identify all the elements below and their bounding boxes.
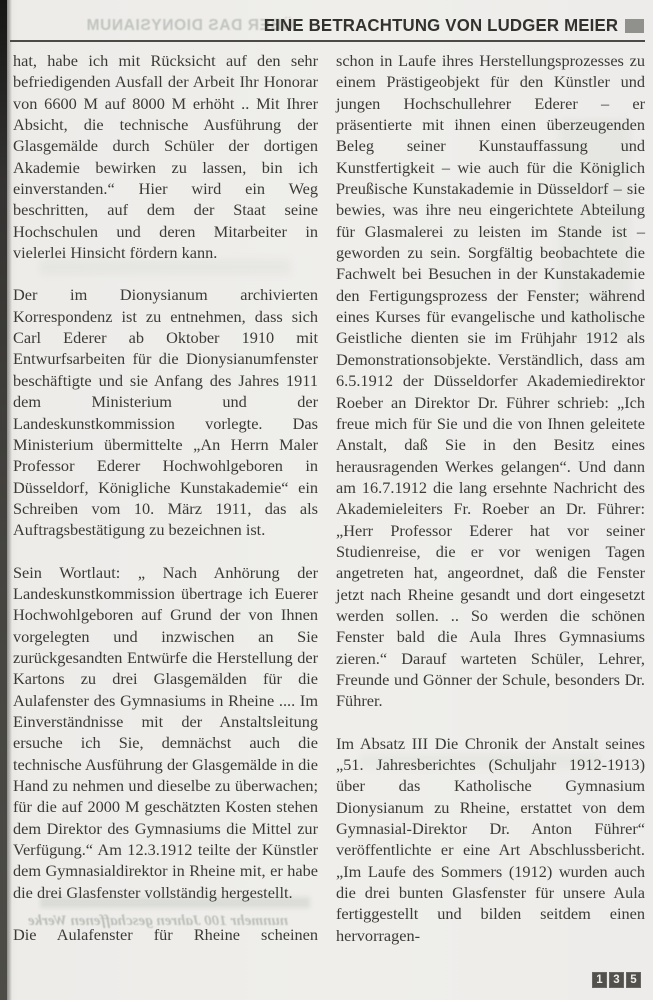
- bleed-through-text: nunmehr 100 Jahren geschaffenen Werke: [28, 913, 289, 929]
- bleed-through-running-head: ÜBER DAS DIONYSIANUM: [86, 17, 294, 34]
- page-number-digit: 3: [609, 972, 624, 988]
- scan-gutter-edge: [0, 0, 7, 1000]
- paragraph: schon in Laufe ihres Herstellungsprozesses zu einem Prästigeobjekt für den Künstler und jungen Hochschullehrer Ederer – er präsentierte mit ihnen einen überzeugenden Beleg seiner Kunstauffassung und Kunstfertigkeit – wie auch für die Königlich Preußische Kunstakademie in Düsseldorf – sie bewies, was ihre neu eingerichtete Abteilung für Glasmalerei zu leisten im Stande ist – geworden zu sein. Sorgfältig beobachtete die Fachwelt bei Besuchen in der Kunstakademie den Fertigungsprozess der Fenster; während eines Kurses für evangelische und katholische Geistliche dienten sie im Frühjahr 1912 als Demonstrationsobjekte. Verständlich, dass am 6.5.1912 der Düsseldorfer Akademiedirektor Roeber an Direktor Dr. Führer schrieb: „Ich freue mich für Sie und die von Ihnen geleitete Anstalt, daß Sie in den Besitz eines herausragenden Werkes gelangen“. Und dann am 16.7.1912 die lang ersehnte Nachricht des Akademieleiters Fr. Roeber an Dr. Führer: „Herr Professor Ederer hat vor seiner Studienreise, die er vor wenigen Tagen angetreten hat, angeordnet, daß die Fenster jetzt nach Rheine gesandt und dort eingesetzt werden sollen. .. So werden die schönen Fenster bald die Aula Ihres Gymnasiums zieren.“ Darauf warteten Schüler, Lehrer, Freunde und Gönner der Schule, besonders Dr. Führer.: [336, 51, 645, 711]
- page-number-digit: 1: [592, 972, 607, 988]
- paragraph: hat, habe ich mit Rücksicht auf den sehr befriedigenden Ausfall der Arbeit Ihr Honorar von 6600 M auf 8000 M erhöht .. Mit Ihrer Absicht, die technische Ausführung der Glasgemälde durch Schüler der dortigen Akademie bewirken zu lassen, bin ich einverstanden.“ Hier wird ein Weg beschritten, auf dem der Staat seine Hochschulen und deren Mitarbeiter in vielerlei Hinsicht fördern kann.: [13, 51, 318, 263]
- paragraph: Im Absatz III Die Chronik der Anstalt seines „51. Jahresberichtes (Schuljahr 1912-1913) über das Katholische Gymnasium Dionysianum zu Rheine, erstattet von dem Gymnasial-Direktor Dr. Anton Führer“ veröffentlichte er eine Art Abschlussbericht. „Im Laufe des Sommers (1912) wurden auch die drei bunten Glasfenster für unsere Aula fertiggestellt und bilden seitdem einen hervorragen-: [336, 733, 645, 945]
- right-column: [336, 50, 645, 967]
- page-number: [592, 972, 641, 988]
- header-square-ornament: [625, 19, 644, 33]
- left-column: [13, 50, 318, 966]
- paragraph: Die Aulafenster für Rheine scheinen: [13, 925, 318, 945]
- page-number-digit: 5: [626, 972, 641, 988]
- scan-gutter-shadow: [7, 0, 12, 1000]
- paragraph: Sein Wortlaut: „ Nach Anhörung der Landeskunstkommission übertrage ich Euerer Hochwohlgeboren auf Grund der von Ihnen vorgelegten und inzwischen an Sie zurückgesandten Entwürfe die Herstellung der Kartons zu drei Glasgemälden für die Aulafenster des Gymnasiums in Rheine .... Im Einverständnisse mit der Anstaltsleitung ersuche ich Sie, demnächst auch die technische Ausführung der Glasgemälde in die Hand zu nehmen und dieselbe zu überwachen; für die auf 2000 M geschätzten Kosten stehen dem Direktor des Gymnasiums die Mittel zur Verfügung.“ Am 12.3.1912 teilte der Künstler dem Gymnasialdirektor in Rheine mit, er habe die drei Glasfenster vollständig hergestellt.: [13, 562, 318, 902]
- header-rule: [10, 40, 645, 42]
- paragraph: Der im Dionysianum archivierten Korrespondenz ist zu entnehmen, dass sich Carl Ederer ab Oktober 1910 mit Entwurfsarbeiten für die Dionysianumfenster beschäftigte und sie Anfang des Jahres 1911 dem Ministerium und der Landeskunstkommission vorlegte. Das Ministerium übermittelte „An Herrn Maler Professor Ederer Hochwohlgeboren in Düsseldorf, Königliche Kunstakademie“ ein Schreiben vom 10. März 1911, das als Auftragsbestätigung zu bezeichnen ist.: [13, 285, 318, 540]
- running-head-title: EINE BETRACHTUNG VON LUDGER MEIER: [263, 15, 618, 35]
